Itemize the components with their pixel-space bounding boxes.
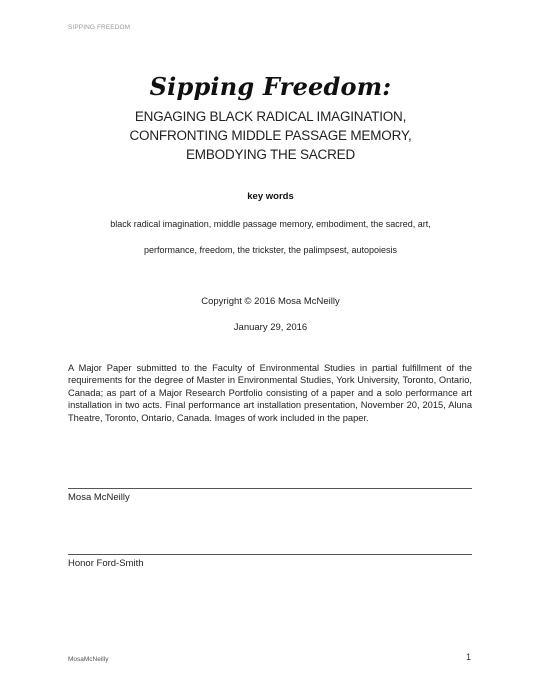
signature-name-author: Mosa McNeilly — [68, 492, 130, 503]
page-number: 1 — [466, 652, 472, 662]
keywords-line-2: performance, freedom, the trickster, the palimpsest, autopoiesis — [143, 245, 398, 255]
subtitle-line-1: ENGAGING BLACK RADICAL IMAGINATION, — [134, 109, 407, 124]
subtitle-line-3: EMBODYING THE SACRED — [185, 147, 356, 162]
footer-author: MosaMcNeilly — [68, 656, 109, 663]
signature-line-supervisor — [68, 554, 472, 555]
submission-date: January 29, 2016 — [233, 322, 308, 333]
signature-line-author — [68, 488, 472, 489]
keywords-heading: key words — [247, 191, 294, 202]
copyright-notice: Copyright © 2016 Mosa McNeilly — [201, 296, 340, 307]
running-header: SIPPING FREEDOM — [68, 24, 131, 31]
keywords-line-1: black radical imagination, middle passage memory, embodiment, the sacred, art, — [110, 219, 431, 229]
document-title: Sipping Freedom: — [149, 72, 392, 101]
subtitle-line-2: CONFRONTING MIDDLE PASSAGE MEMORY, — [129, 128, 412, 143]
abstract-paragraph: A Major Paper submitted to the Faculty of Environmental Studies in partial fulfillment of the requirements for the degree of Master in Environmental Studies, York University, Toronto, Ontario, Canada; as part of a Major Research Portfolio consisting of a paper and a solo performance art installation in two acts. Final performance art installation presentation, November 20, 2015, Aluna Theatre, Toronto, Ontario, Canada. Images of work included in the paper. — [68, 363, 472, 423]
signature-name-supervisor: Honor Ford-Smith — [68, 558, 144, 569]
